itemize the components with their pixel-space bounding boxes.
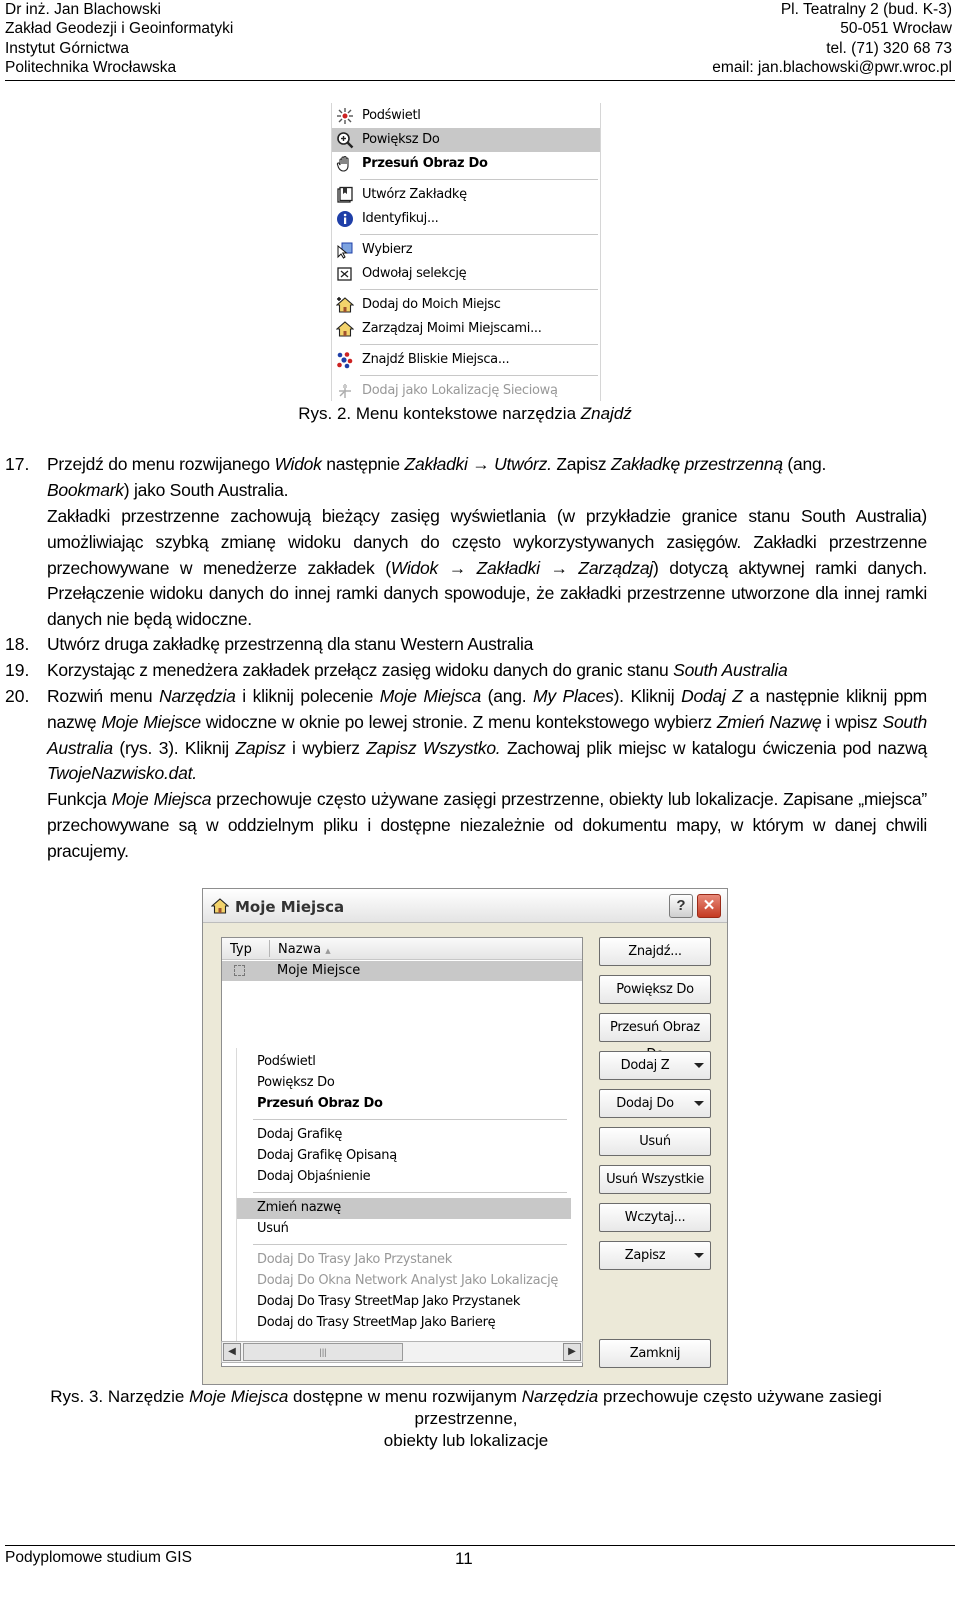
department: Zakład Geodezji i Geoinformatyki (5, 20, 234, 38)
header-rule (5, 80, 955, 81)
menu-item-zoom-to[interactable]: Powiększ Do (332, 128, 600, 152)
postal-code: 50-051 Wrocław (840, 20, 952, 38)
find-context-menu (331, 103, 601, 401)
step-number: 19. (5, 660, 30, 680)
footer-course: Podyplomowe studium GIS (5, 1549, 192, 1566)
chevron-down-icon (694, 1253, 704, 1258)
submenu-item-pan-to[interactable]: Przesuń Obraz Do (257, 1096, 383, 1111)
chevron-down-icon (694, 1063, 704, 1068)
find-nearby-icon (336, 351, 354, 369)
figure-2-caption: Rys. 2. Menu kontekstowe narzędzia Znajdź (298, 404, 632, 423)
dialog-title: Moje Miejsca (235, 898, 345, 916)
place-context-menu (236, 1048, 570, 1348)
menu-item-add-network-location[interactable]: Dodaj jako Lokalizację Sieciową (332, 379, 600, 403)
menu-item-highlight[interactable]: Podświetl (332, 104, 600, 128)
chevron-down-icon (694, 1101, 704, 1106)
zoom-to-button[interactable]: Powiększ Do (599, 975, 711, 1004)
university: Politechnika Wrocławska (5, 59, 177, 77)
extent-icon (234, 965, 245, 976)
my-places-description: Funkcja Moje Miejsca przechowuje często używane zasięgi przestrzenne, obiekty lub lokalizacje. Zapisane „miejsca” przechowywane są w oddzielnym pliku i dostępne niezależnie od dokumentu mapy, w którym w danej chwili pracujemy. (47, 789, 927, 861)
step-17-text: Przejdź do menu rozwijanego Widok następnie Zakładki → Utwórz. Zapisz Zakładkę przestrzenną (ang. Bookmark) jako South Australia. (47, 454, 827, 500)
menu-item-select[interactable]: Wybierz (332, 238, 600, 262)
menu-item-manage-my-places[interactable]: Zarządzaj Moimi Miejscami... (332, 317, 600, 341)
list-header (222, 938, 582, 960)
institute: Instytut Górnictwa (5, 39, 130, 57)
flash-icon (336, 107, 354, 125)
phone: tel. (71) 320 68 73 (826, 39, 952, 57)
menu-separator (360, 344, 598, 345)
menu-separator (253, 1244, 567, 1245)
zoom-in-icon (336, 131, 354, 149)
submenu-item-add-network-analyst[interactable]: Dodaj Do Okna Network Analyst Jako Lokalizację (257, 1273, 559, 1288)
menu-separator (253, 1119, 567, 1120)
close-button[interactable]: Zamknij (599, 1339, 711, 1368)
save-button[interactable]: Zapisz (599, 1241, 711, 1270)
step-number: 17. (5, 454, 30, 474)
step-20-text: Rozwiń menu Narzędzia i kliknij polecenie Moje Miejsca (ang. My Places). Kliknij Dodaj Z a następnie kliknij ppm nazwę Moje Miejsce widoczne w oknie po lewej stronie. Z menu kontekstowego wybierz Zmień Nazwę i wpisz South Australia (rys. 3). Kliknij Zapisz i wybierz Zapisz Wszystko. Zachowaj plik miejsc w katalogu ćwiczenia pod nazwą TwojeNazwisko.dat. (47, 686, 928, 784)
menu-item-create-bookmark[interactable]: Utwórz Zakładkę (332, 183, 600, 207)
delete-button[interactable]: Usuń (599, 1127, 711, 1156)
submenu-item-zoom-to[interactable]: Powiększ Do (257, 1075, 335, 1090)
column-name[interactable]: Nazwa ▲ (278, 942, 331, 957)
step-18-text: Utwórz druga zakładkę przestrzenną dla stanu Western Australia (47, 634, 534, 654)
author-name: Dr inż. Jan Blachowski (5, 1, 161, 18)
network-location-icon (336, 382, 354, 400)
help-button[interactable]: ? (669, 894, 693, 918)
dialog-titlebar[interactable] (203, 889, 727, 923)
scroll-thumb[interactable]: ||| (243, 1343, 403, 1361)
pan-to-button[interactable]: Przesuń Obraz (599, 1013, 711, 1042)
menu-item-clear-selection[interactable]: Odwołaj selekcję (332, 262, 600, 286)
menu-item-identify[interactable]: Identyfikuj... (332, 207, 600, 231)
scroll-right-icon[interactable]: ▶ (563, 1343, 581, 1361)
submenu-item-rename[interactable]: Zmień nazwę (237, 1198, 571, 1219)
load-button[interactable]: Wczytaj... (599, 1203, 711, 1232)
menu-separator (360, 234, 598, 235)
find-button[interactable]: Znajdź... (599, 937, 711, 966)
submenu-item-add-graphic[interactable]: Dodaj Grafikę (257, 1127, 343, 1142)
column-type[interactable]: Typ (230, 942, 252, 957)
address: Pl. Teatralny 2 (bud. K-3) (780, 1, 952, 18)
add-from-button[interactable]: Dodaj Z (599, 1051, 711, 1080)
submenu-item-delete[interactable]: Usuń (257, 1221, 289, 1236)
manage-places-icon (336, 320, 354, 338)
sort-arrow-icon: ▲ (325, 947, 331, 955)
scroll-left-icon[interactable]: ◀ (223, 1343, 241, 1361)
menu-separator (360, 179, 598, 180)
submenu-item-add-streetmap-barrier[interactable]: Dodaj do Trasy StreetMap Jako Barierę (257, 1315, 496, 1330)
list-item[interactable]: Moje Miejsce (222, 961, 582, 981)
page-number: 11 (455, 1549, 473, 1568)
step-number: 20. (5, 686, 30, 706)
clear-selection-icon (336, 265, 354, 283)
header-right (712, 0, 952, 78)
info-icon (336, 210, 354, 228)
menu-item-add-to-my-places[interactable]: Dodaj do Moich Miejsc (332, 293, 600, 317)
pan-hand-icon (336, 155, 354, 173)
add-to-button[interactable]: Dodaj Do (599, 1089, 711, 1118)
delete-all-button[interactable]: Usuń Wszystkie (599, 1165, 711, 1194)
step-17-explanation: Zakładki przestrzenne zachowują bieżący zasięg wyświetlania (w przykładzie granice stanu South Australia) umożliwiając szybką zmianę widoku danych do często wykorzystywanych zasięgów. Zakładki przestrzenne przechowywane w menedżerze zakładek (Widok → Zakładki → Zarządzaj) dotyczą aktywnej ramki danych. Przełączenie widoku danych do innej ramki danych spowoduje, że zakładki przestrzenne utworzone dla innej ramki danych nie będą widoczne. (47, 506, 927, 630)
places-list[interactable] (221, 937, 583, 1367)
add-place-icon (336, 296, 354, 314)
my-places-dialog (202, 888, 728, 1385)
figure-3-caption: Rys. 3. Narzędzie Moje Miejsca dostępne w menu rozwijanym Narzędzia przechowuje często używane zasiegi przestrzenne, obiekty lub lokalizacje (50, 1387, 882, 1450)
submenu-item-add-streetmap-stop[interactable]: Dodaj Do Trasy StreetMap Jako Przystanek (257, 1294, 521, 1309)
step-19-text: Korzystając z menedżera zakładek przełącz zasięg widoku danych do granic stanu South Australia (47, 660, 788, 680)
column-divider (269, 940, 270, 957)
home-icon (211, 897, 229, 915)
submenu-item-add-callout[interactable]: Dodaj Objaśnienie (257, 1169, 371, 1184)
menu-item-find-nearby[interactable]: Znajdź Bliskie Miejsca... (332, 348, 600, 372)
step-number: 18. (5, 634, 30, 654)
menu-separator (253, 1192, 567, 1193)
footer-rule (5, 1545, 955, 1546)
menu-item-pan-to[interactable]: Przesuń Obraz Do (332, 152, 600, 176)
submenu-item-add-labeled-graphic[interactable]: Dodaj Grafikę Opisaną (257, 1148, 397, 1163)
menu-separator (360, 375, 598, 376)
header-left (5, 0, 233, 78)
menu-separator (360, 289, 598, 290)
close-icon[interactable]: ✕ (697, 894, 721, 918)
bookmark-icon (336, 186, 354, 204)
submenu-item-add-route-stop[interactable]: Dodaj Do Trasy Jako Przystanek (257, 1252, 452, 1267)
select-icon (336, 241, 354, 259)
email: email: jan.blachowski@pwr.wroc.pl (712, 59, 952, 77)
horizontal-scrollbar[interactable] (221, 1341, 583, 1363)
submenu-item-highlight[interactable]: Podświetl (257, 1054, 316, 1069)
